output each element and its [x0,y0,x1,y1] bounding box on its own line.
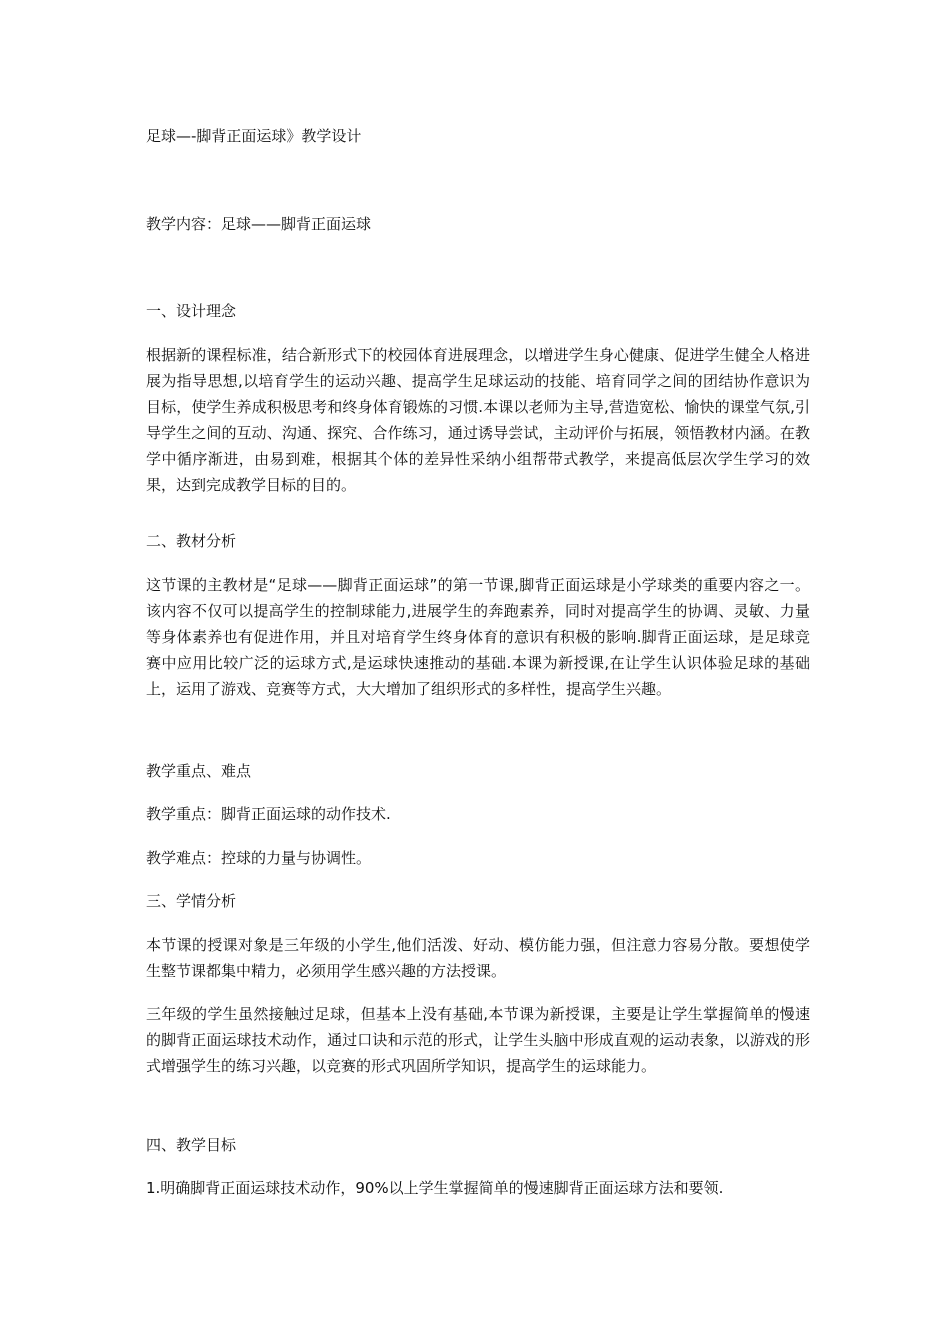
key-point-text: 教学重点：脚背正面运球的动作技术. [146,805,391,823]
difficulty-text: 教学难点：控球的力量与协调性。 [146,849,372,867]
student-analysis-paragraph-1: 本节课的授课对象是三年级的小学生,他们活泼、好动、模仿能力强，但注意力容易分散。要想使学生整节课都集中精力，必须用学生感兴趣的方法授课。 [146,936,810,980]
key-points-heading: 教学重点、难点 [146,762,252,780]
student-analysis-paragraph-2: 三年级的学生虽然接触过足球，但基本上没有基础,本节课为新授课，主要是让学生掌握简单的慢速的脚背正面运球技术动作，通过口诀和示范的形式，让学生头脑中形成直观的运动表象，以游戏的形式增强学生的练习兴趣，以竞赛的形式巩固所学知识，提高学生的运球能力。 [146,1005,810,1075]
section-heading-material-analysis: 二、教材分析 [146,532,237,550]
teaching-goal-1: 1.明确脚背正面运球技术动作，90%以上学生掌握简单的慢速脚背正面运球方法和要领. [146,1179,724,1197]
material-analysis-paragraph: 这节课的主教材是“足球——脚背正面运球”的第一节课,脚背正面运球是小学球类的重要内容之一。该内容不仅可以提高学生的控制球能力,进展学生的奔跑素养，同时对提高学生的协调、灵敏、力量等身体素养也有促进作用，并且对培育学生终身体育的意识有积极的影响.脚背正面运球，是足球竞赛中应用比较广泛的运球方式,是运球快速推动的基础.本课为新授课,在让学生认识体验足球的基础上，运用了游戏、竞赛等方式，大大增加了组织形式的多样性，提高学生兴趣。 [146,576,810,698]
document-title: 足球—-脚背正面运球》教学设计 [146,127,362,145]
section-heading-student-analysis: 三、学情分析 [146,892,237,910]
teaching-content: 教学内容：足球——脚背正面运球 [146,215,372,233]
section-heading-teaching-goals: 四、教学目标 [146,1136,237,1154]
design-concept-paragraph: 根据新的课程标准，结合新形式下的校园体育进展理念，以增进学生身心健康、促进学生健全人格进展为指导思想,以培育学生的运动兴趣、提高学生足球运动的技能、培育同学之间的团结协作意识为目标，使学生养成积极思考和终身体育锻炼的习惯.本课以老师为主导,营造宽松、愉快的课堂气氛,引导学生之间的互动、沟通、探究、合作练习，通过诱导尝试，主动评价与拓展，领悟教材内涵。在教学中循序渐进，由易到难，根据其个体的差异性采纳小组帮带式教学，来提高低层次学生学习的效果，达到完成教学目标的目的。 [146,346,810,494]
section-heading-design-concept: 一、设计理念 [146,302,237,320]
